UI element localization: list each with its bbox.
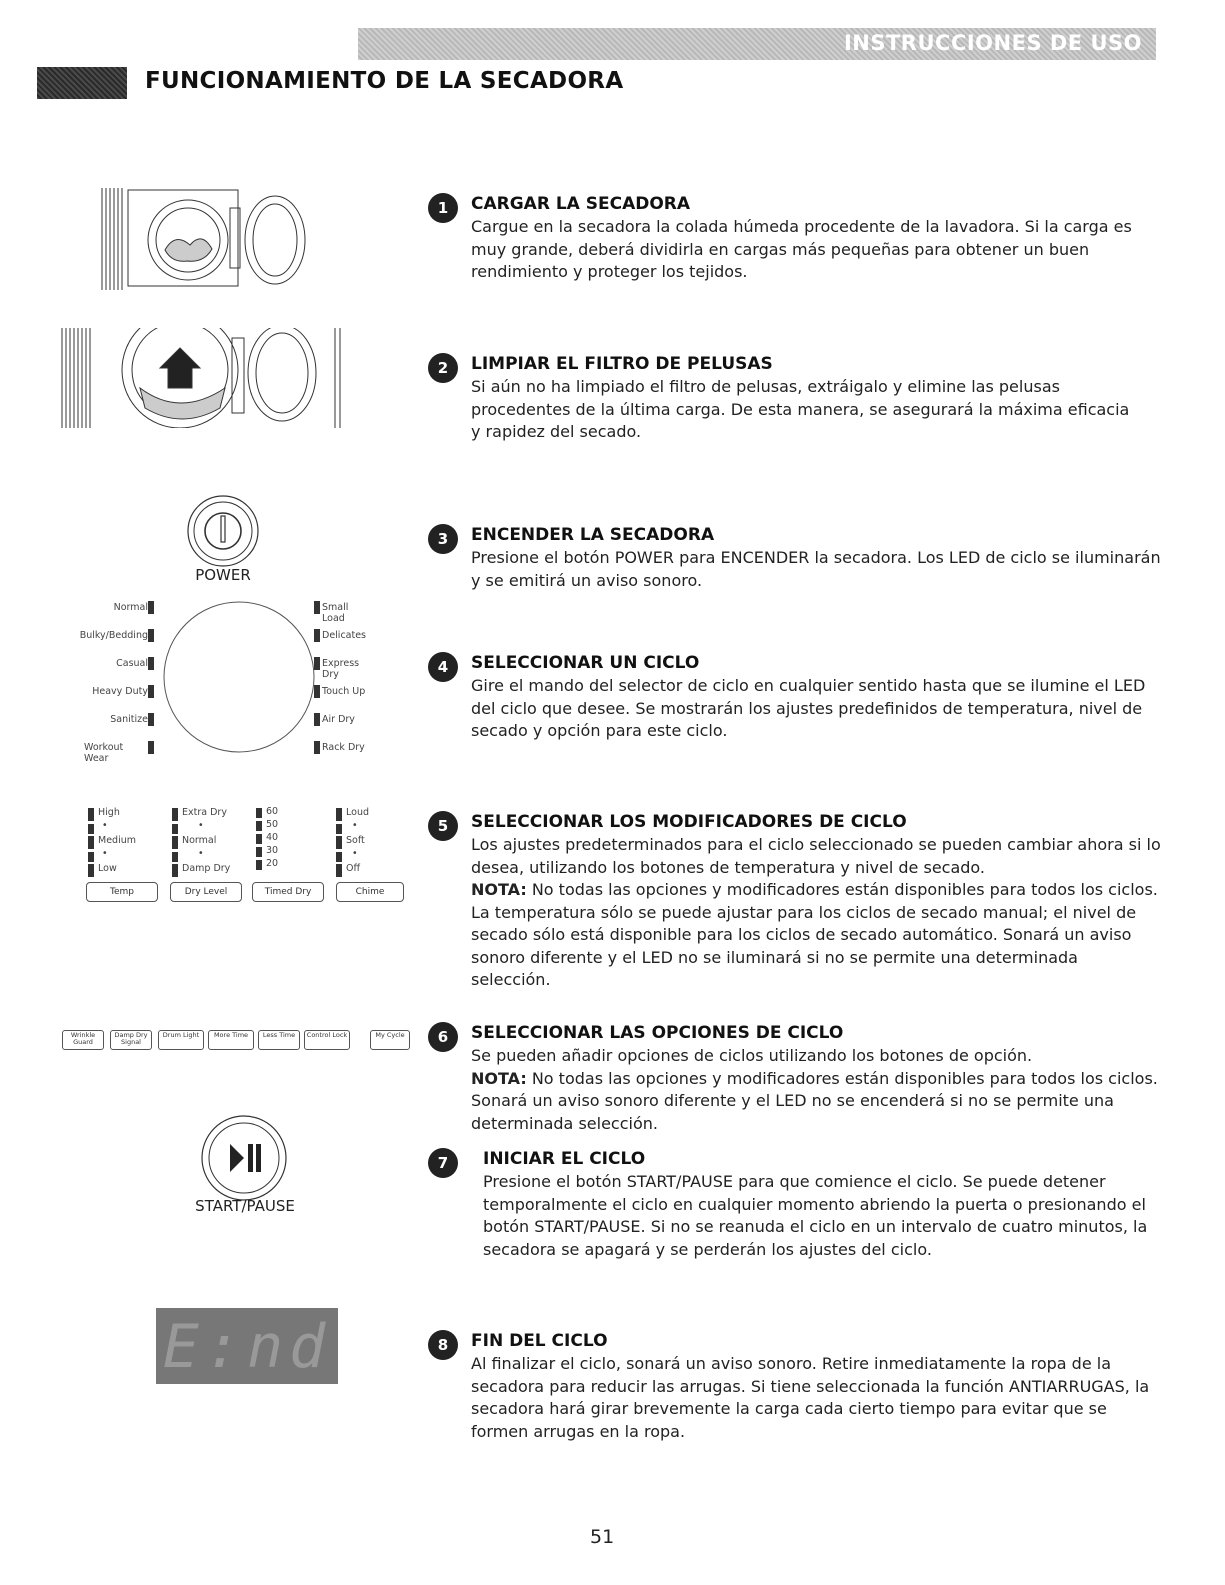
temp-led-2	[88, 824, 94, 834]
section-header-text: INSTRUCCIONES DE USO	[843, 31, 1142, 55]
step-body	[483, 1171, 1153, 1261]
dryer-load-illustration	[100, 188, 310, 290]
note-label: NOTA:	[471, 880, 527, 899]
dry-level-button: Dry Level	[170, 882, 242, 902]
control-lock-button: Control Lock	[304, 1030, 350, 1050]
time-20: 20	[266, 858, 279, 869]
step-body	[471, 675, 1161, 743]
step-body	[471, 547, 1161, 592]
note-text: No todas las opciones y modificadores están disponibles para todos los ciclos. Sonará un aviso sonoro diferente y el LED no se encenderá si no se permite una determinada selección.	[471, 1068, 1158, 1133]
step-text: Presione el botón START/PAUSE para que comience el ciclo. Se puede detener temporalmente el ciclo en cualquier momento abriendo la puerta o presionando el botón START/PAUSE. Si no se reanuda el ciclo en un intervalo de cuatro minutos, la secadora se apagará y se perderán los ajustes del ciclo.	[483, 1172, 1148, 1259]
dry-led-2	[172, 824, 178, 834]
step-title: SELECCIONAR LOS MODIFICADORES DE CICLO	[471, 812, 907, 832]
step-title: CARGAR LA SECADORA	[471, 194, 691, 214]
step-number: 3	[428, 524, 458, 554]
step-title: LIMPIAR EL FILTRO DE PELUSAS	[471, 354, 773, 374]
temp-button: Temp	[86, 882, 158, 902]
cycle-rack-dry: Rack Dry	[322, 742, 365, 753]
start-pause-button-illustration	[200, 1114, 288, 1202]
chime-led-1	[336, 808, 342, 821]
less-time-button: Less Time	[258, 1030, 300, 1050]
note-label: NOTA:	[471, 1068, 527, 1088]
step-text: Los ajustes predeterminados para el ciclo seleccionado se pueden cambiar ahora si lo desea, utilizando los botones de temperatura y nivel de secado.	[471, 835, 1161, 877]
step-number: 2	[428, 353, 458, 383]
time-led-2	[256, 821, 262, 831]
drum-light-button: Drum Light	[158, 1030, 204, 1050]
chime-off: Off	[346, 863, 361, 874]
cycle-delicates: Delicates	[322, 630, 367, 641]
temp-medium: Medium	[98, 835, 136, 846]
dry-damp: Damp Dry	[182, 863, 231, 874]
chime-led-3	[336, 836, 342, 849]
dry-led-3	[172, 836, 178, 849]
end-display-text: E:nd	[162, 1312, 332, 1382]
start-pause-label: START/PAUSE	[195, 1197, 295, 1215]
step-text: Al finalizar el ciclo, sonará un aviso sonoro. Retire inmediatamente la ropa de la secadora para reducir las arrugas. Si tiene seleccionada la función ANTIARRUGAS, la secadora hará girar brevemente la carga cada cierto tiempo para evitar que se formen arrugas en la ropa.	[471, 1354, 1150, 1441]
step-title: SELECCIONAR UN CICLO	[471, 653, 700, 673]
dry-dot-2: •	[198, 848, 204, 859]
step-number: 4	[428, 652, 458, 682]
step-body	[471, 834, 1161, 992]
cycle-heavy-duty: Heavy Duty	[92, 686, 148, 697]
timed-dry-button: Timed Dry	[252, 882, 324, 902]
time-led-3	[256, 834, 262, 844]
step-text: Si aún no ha limpiado el filtro de pelusas, extráigalo y elimine las pelusas procedentes de la última carga. De esta manera, se asegurará la máxima eficacia	[471, 377, 1130, 419]
time-60: 60	[266, 806, 279, 817]
cycle-small-load: Small Load	[322, 602, 349, 624]
step-text: Presione el botón POWER para ENCENDER la secadora. Los LED de ciclo se iluminarán y se emitirá un aviso sonoro.	[471, 548, 1161, 590]
step-body	[471, 1353, 1161, 1443]
note-text: No todas las opciones y modificadores están disponibles para todos los ciclos. La temperatura sólo se puede ajustar para los ciclos de secado manual; el nivel de secado sólo está disponible para los ciclos de secado automático. Sonará un aviso sonoro diferente y el LED no se iluminará si no se permite una determinada selección.	[471, 880, 1158, 989]
cycle-sanitize: Sanitize	[110, 714, 148, 725]
temp-led-5	[88, 864, 94, 877]
step-note	[471, 1068, 1161, 1136]
power-button-illustration	[186, 494, 260, 568]
step-text-continued: y rapidez del secado.	[471, 422, 642, 441]
cycle-express-dry: Express Dry	[322, 658, 360, 680]
dry-dot-1: •	[198, 820, 204, 831]
temp-led-4	[88, 852, 94, 862]
temp-led-3	[88, 836, 94, 849]
cycle-workout-wear: Workout Wear	[84, 742, 124, 764]
dry-led-4	[172, 852, 178, 862]
cycle-normal: Normal	[113, 602, 148, 613]
title-marker	[37, 67, 127, 99]
chime-loud: Loud	[346, 807, 369, 818]
cycle-selector-illustration	[79, 595, 374, 765]
end-display-illustration	[156, 1308, 338, 1384]
cycle-casual: Casual	[116, 658, 148, 669]
temp-low: Low	[98, 863, 117, 874]
step-text: Gire el mando del selector de ciclo en cualquier sentido hasta que se ilumine el LED del ciclo que desee. Se mostrarán los ajustes predefinidos de temperatura, nivel de secado y opción para este ciclo.	[471, 676, 1146, 740]
chime-dot-1: •	[352, 820, 358, 831]
cycle-bulky-bedding: Bulky/Bedding	[79, 630, 148, 641]
power-label: POWER	[195, 566, 251, 584]
more-time-button: More Time	[208, 1030, 254, 1050]
dry-led-1	[172, 808, 178, 821]
step-title: INICIAR EL CICLO	[483, 1149, 646, 1169]
wrinkle-guard-button: Wrinkle Guard	[62, 1030, 104, 1050]
chime-soft: Soft	[346, 835, 365, 846]
modifiers-illustration	[60, 802, 410, 907]
step-body	[471, 216, 1161, 284]
step-text: Cargue en la secadora la colada húmeda procedente de la lavadora. Si la carga es muy grande, deberá dividirla en cargas más pequeñas para obtener un buen rendimiento y proteger los tejidos.	[471, 217, 1132, 281]
step-number: 6	[428, 1022, 458, 1052]
dry-normal: Normal	[182, 835, 217, 846]
damp-dry-signal-button: Damp Dry Signal	[110, 1030, 152, 1050]
step-title: ENCENDER LA SECADORA	[471, 525, 715, 545]
lint-filter-illustration	[60, 328, 350, 428]
page-title: FUNCIONAMIENTO DE LA SECADORA	[145, 68, 624, 94]
cycle-air-dry: Air Dry	[322, 714, 355, 725]
time-40: 40	[266, 832, 279, 843]
step-number: 5	[428, 811, 458, 841]
time-50: 50	[266, 819, 279, 830]
time-led-5	[256, 860, 262, 870]
dry-extra: Extra Dry	[182, 807, 227, 818]
dry-led-5	[172, 864, 178, 877]
chime-button: Chime	[336, 882, 404, 902]
step-note	[471, 879, 1161, 992]
temp-dot-2: •	[102, 848, 108, 859]
chime-dot-2: •	[352, 848, 358, 859]
step-number: 7	[428, 1148, 458, 1178]
chime-led-2	[336, 824, 342, 834]
time-30: 30	[266, 845, 279, 856]
step-body	[471, 1045, 1161, 1135]
step-number: 1	[428, 193, 458, 223]
temp-led-1	[88, 808, 94, 821]
chime-led-5	[336, 864, 342, 877]
cycle-touch-up: Touch Up	[322, 686, 366, 697]
chime-led-4	[336, 852, 342, 862]
step-body	[471, 376, 1161, 444]
my-cycle-button: My Cycle	[370, 1030, 410, 1050]
step-number: 8	[428, 1330, 458, 1360]
step-title: SELECCIONAR LAS OPCIONES DE CICLO	[471, 1023, 844, 1043]
temp-dot-1: •	[102, 820, 108, 831]
page-number: 51	[590, 1526, 615, 1548]
step-title: FIN DEL CICLO	[471, 1331, 608, 1351]
temp-high: High	[98, 807, 120, 818]
time-led-1	[256, 808, 262, 818]
time-led-4	[256, 847, 262, 857]
step-text: Se pueden añadir opciones de ciclos utilizando los botones de opción.	[471, 1046, 1033, 1065]
section-header-band	[358, 28, 1156, 60]
